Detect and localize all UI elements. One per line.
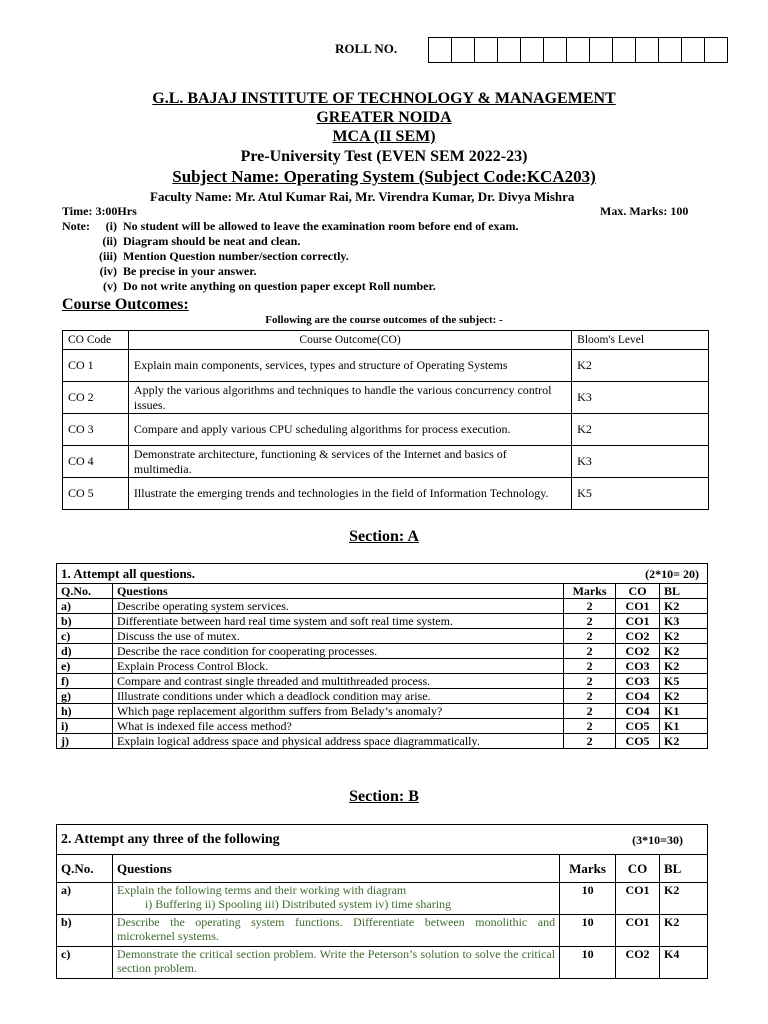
note-item: (iii) Mention Question number/section correctly.: [99, 249, 349, 263]
table-row: [57, 719, 708, 734]
roll-no-label: ROLL NO.: [335, 41, 398, 56]
question-bl: K2: [660, 629, 708, 644]
instruction-cell: [57, 564, 708, 584]
column-header: CO Code: [63, 331, 129, 350]
section-b-marks-note: (3*10=30): [632, 832, 683, 847]
roll-no-digit-box: [636, 38, 659, 62]
question-co: CO4: [616, 689, 660, 704]
question-bl: K5: [660, 674, 708, 689]
question-co: CO2: [616, 644, 660, 659]
question-text: Describe operating system services.: [112, 599, 563, 614]
question-number: b): [57, 915, 113, 947]
co-code: CO 4: [63, 446, 129, 478]
question-number: c): [57, 947, 113, 979]
question-marks: 2: [564, 659, 616, 674]
question-number: i): [57, 719, 113, 734]
table-row: [57, 674, 708, 689]
table-row: [57, 659, 708, 674]
column-header: Course Outcome(CO): [128, 331, 571, 350]
question-text: Demonstrate the critical section problem. Write the Peterson’s solution to solve the critical section problem.: [112, 947, 559, 979]
question-bl: K4: [660, 947, 708, 979]
column-header: Marks: [564, 584, 616, 599]
co-code: CO 5: [63, 478, 129, 510]
question-subtext: i) Buffering ii) Spooling iii) Distributed system iv) time sharing: [144, 897, 452, 911]
section-b-instruction: 2. Attempt any three of the following: [61, 831, 280, 847]
question-text: Discuss the use of mutex.: [112, 629, 563, 644]
table-row: [57, 644, 708, 659]
question-bl: K2: [660, 644, 708, 659]
question-bl: K1: [660, 704, 708, 719]
table-row: [57, 915, 708, 947]
course-outcomes-heading: Course Outcomes:: [62, 296, 189, 313]
column-header: CO: [616, 855, 660, 883]
question-text: Compare and contrast single threaded and multithreaded process.: [112, 674, 563, 689]
question-marks: 10: [560, 947, 616, 979]
co-level: K3: [572, 382, 709, 414]
question-bl: K2: [660, 689, 708, 704]
note-item: (iv) Be precise in your answer.: [99, 264, 257, 278]
question-marks: 2: [564, 704, 616, 719]
table-row: [57, 704, 708, 719]
section-a-title: Section: A: [349, 528, 419, 545]
co-outcome: Explain main components, services, types and structure of Operating Systems: [128, 350, 571, 382]
column-header: BL: [660, 584, 708, 599]
roll-no-digit-box: [498, 38, 521, 62]
question-marks: 10: [560, 883, 616, 915]
roll-no-digit-box: [590, 38, 613, 62]
question-bl: K2: [660, 915, 708, 947]
course-outcomes-intro: Following are the course outcomes of the subject: -: [265, 314, 503, 326]
max-marks: Max. Marks: 100: [600, 204, 689, 218]
table-row: [57, 883, 708, 915]
column-header: CO: [616, 584, 660, 599]
table-row: [57, 947, 708, 979]
question-bl: K2: [660, 599, 708, 614]
question-co: CO5: [616, 719, 660, 734]
question-text: Explain Process Control Block.: [112, 659, 563, 674]
question-co: CO1: [616, 883, 660, 915]
question-bl: K2: [660, 883, 708, 915]
co-code: CO 2: [63, 382, 129, 414]
roll-no-digit-box: [682, 38, 705, 62]
question-marks: 10: [560, 915, 616, 947]
question-bl: K3: [660, 614, 708, 629]
roll-no-digit-box: [705, 38, 727, 62]
institute-city: GREATER NOIDA: [316, 109, 452, 126]
section-b-title: Section: B: [349, 788, 419, 805]
table-row: [63, 446, 709, 478]
question-marks: 2: [564, 689, 616, 704]
question-co: CO1: [616, 599, 660, 614]
roll-no-digit-box: [659, 38, 682, 62]
co-outcome: Illustrate the emerging trends and technologies in the field of Information Technology.: [128, 478, 571, 510]
co-code: CO 1: [63, 350, 129, 382]
instruction-row: [57, 564, 708, 584]
subject-name: Subject Name: Operating System (Subject Code:KCA203): [172, 167, 596, 186]
roll-no-digit-box: [567, 38, 590, 62]
institute-name: G.L. BAJAJ INSTITUTE OF TECHNOLOGY & MANAGEMENT: [152, 90, 616, 107]
question-text: What is indexed file access method?: [112, 719, 563, 734]
question-co: CO4: [616, 704, 660, 719]
column-header: Questions: [112, 855, 559, 883]
question-number: a): [57, 883, 113, 915]
question-text: Explain the following terms and their working with diagram: [116, 883, 407, 897]
roll-no-digit-box: [544, 38, 567, 62]
column-header: Q.No.: [57, 584, 113, 599]
question-number: h): [57, 704, 113, 719]
question-number: j): [57, 734, 113, 749]
question-co: CO3: [616, 659, 660, 674]
question-number: g): [57, 689, 113, 704]
question-number: b): [57, 614, 113, 629]
question-text: Describe the race condition for cooperating processes.: [112, 644, 563, 659]
co-level: K3: [572, 446, 709, 478]
question-text: Differentiate between hard real time system and soft real time system.: [112, 614, 563, 629]
note-item: (i) No student will be allowed to leave the examination room before end of exam.: [105, 219, 519, 233]
exam-time: Time: 3:00Hrs: [62, 204, 137, 218]
question-text: Illustrate conditions under which a deadlock condition may arise.: [112, 689, 563, 704]
question-marks: 2: [564, 614, 616, 629]
question-bl: K1: [660, 719, 708, 734]
instruction-row: [57, 825, 708, 855]
co-outcome: Apply the various algorithms and techniques to handle the various concurrency control issues.: [128, 382, 571, 414]
table-row: [57, 689, 708, 704]
note-item: (ii) Diagram should be neat and clean.: [102, 234, 301, 248]
question-bl: K2: [660, 734, 708, 749]
table-row: [63, 414, 709, 446]
question-number: f): [57, 674, 113, 689]
column-header: Bloom's Level: [572, 331, 709, 350]
section-b-table: [56, 824, 708, 979]
question-number: e): [57, 659, 113, 674]
course-outcomes-table: [62, 330, 709, 510]
table-row: [57, 599, 708, 614]
section-a-marks-note: (2*10= 20): [645, 566, 699, 581]
question-text: Which page replacement algorithm suffers from Belady’s anomaly?: [112, 704, 563, 719]
table-row: [57, 614, 708, 629]
section-a-table: [56, 563, 708, 749]
question-marks: 2: [564, 674, 616, 689]
table-header-row: [63, 331, 709, 350]
question-marks: 2: [564, 644, 616, 659]
question-text: Explain logical address space and physical address space diagrammatically.: [112, 734, 563, 749]
table-row: [57, 734, 708, 749]
question-number: d): [57, 644, 113, 659]
faculty-names: Faculty Name: Mr. Atul Kumar Rai, Mr. Virendra Kumar, Dr. Divya Mishra: [150, 189, 575, 204]
co-outcome: Demonstrate architecture, functioning & services of the Internet and basics of multimedia.: [128, 446, 571, 478]
instruction-cell: [57, 825, 708, 855]
question-co: CO2: [616, 947, 660, 979]
roll-no-digit-box: [521, 38, 544, 62]
roll-no-digit-box: [613, 38, 636, 62]
question-marks: 2: [564, 719, 616, 734]
section-a-instruction: 1. Attempt all questions.: [61, 565, 195, 581]
table-header-row: [57, 584, 708, 599]
question-co: CO2: [616, 629, 660, 644]
column-header: Marks: [560, 855, 616, 883]
question-text: Describe the operating system functions. Differentiate between monolithic and microkernel systems.: [112, 915, 559, 947]
test-name: Pre-University Test (EVEN SEM 2022-23): [240, 148, 528, 165]
question-bl: K2: [660, 659, 708, 674]
question-co: CO1: [616, 614, 660, 629]
table-row: [57, 629, 708, 644]
program-semester: MCA (II SEM): [332, 128, 436, 145]
table-row: [63, 382, 709, 414]
question-number: c): [57, 629, 113, 644]
note-label: Note:: [62, 219, 90, 233]
question-co: CO3: [616, 674, 660, 689]
roll-no-digit-box: [452, 38, 475, 62]
column-header: BL: [660, 855, 708, 883]
note-item: (v) Do not write anything on question paper except Roll number.: [103, 279, 436, 293]
co-level: K5: [572, 478, 709, 510]
table-header-row: [57, 855, 708, 883]
roll-no-digit-box: [429, 38, 452, 62]
roll-no-boxes: [428, 37, 728, 63]
column-header: Questions: [112, 584, 563, 599]
question-text-cell: [112, 883, 559, 915]
table-row: [63, 478, 709, 510]
co-level: K2: [572, 350, 709, 382]
question-marks: 2: [564, 734, 616, 749]
question-marks: 2: [564, 629, 616, 644]
question-co: CO1: [616, 915, 660, 947]
table-row: [63, 350, 709, 382]
column-header: Q.No.: [57, 855, 113, 883]
question-number: a): [57, 599, 113, 614]
question-marks: 2: [564, 599, 616, 614]
co-level: K2: [572, 414, 709, 446]
question-co: CO5: [616, 734, 660, 749]
co-code: CO 3: [63, 414, 129, 446]
roll-no-digit-box: [475, 38, 498, 62]
co-outcome: Compare and apply various CPU scheduling algorithms for process execution.: [128, 414, 571, 446]
